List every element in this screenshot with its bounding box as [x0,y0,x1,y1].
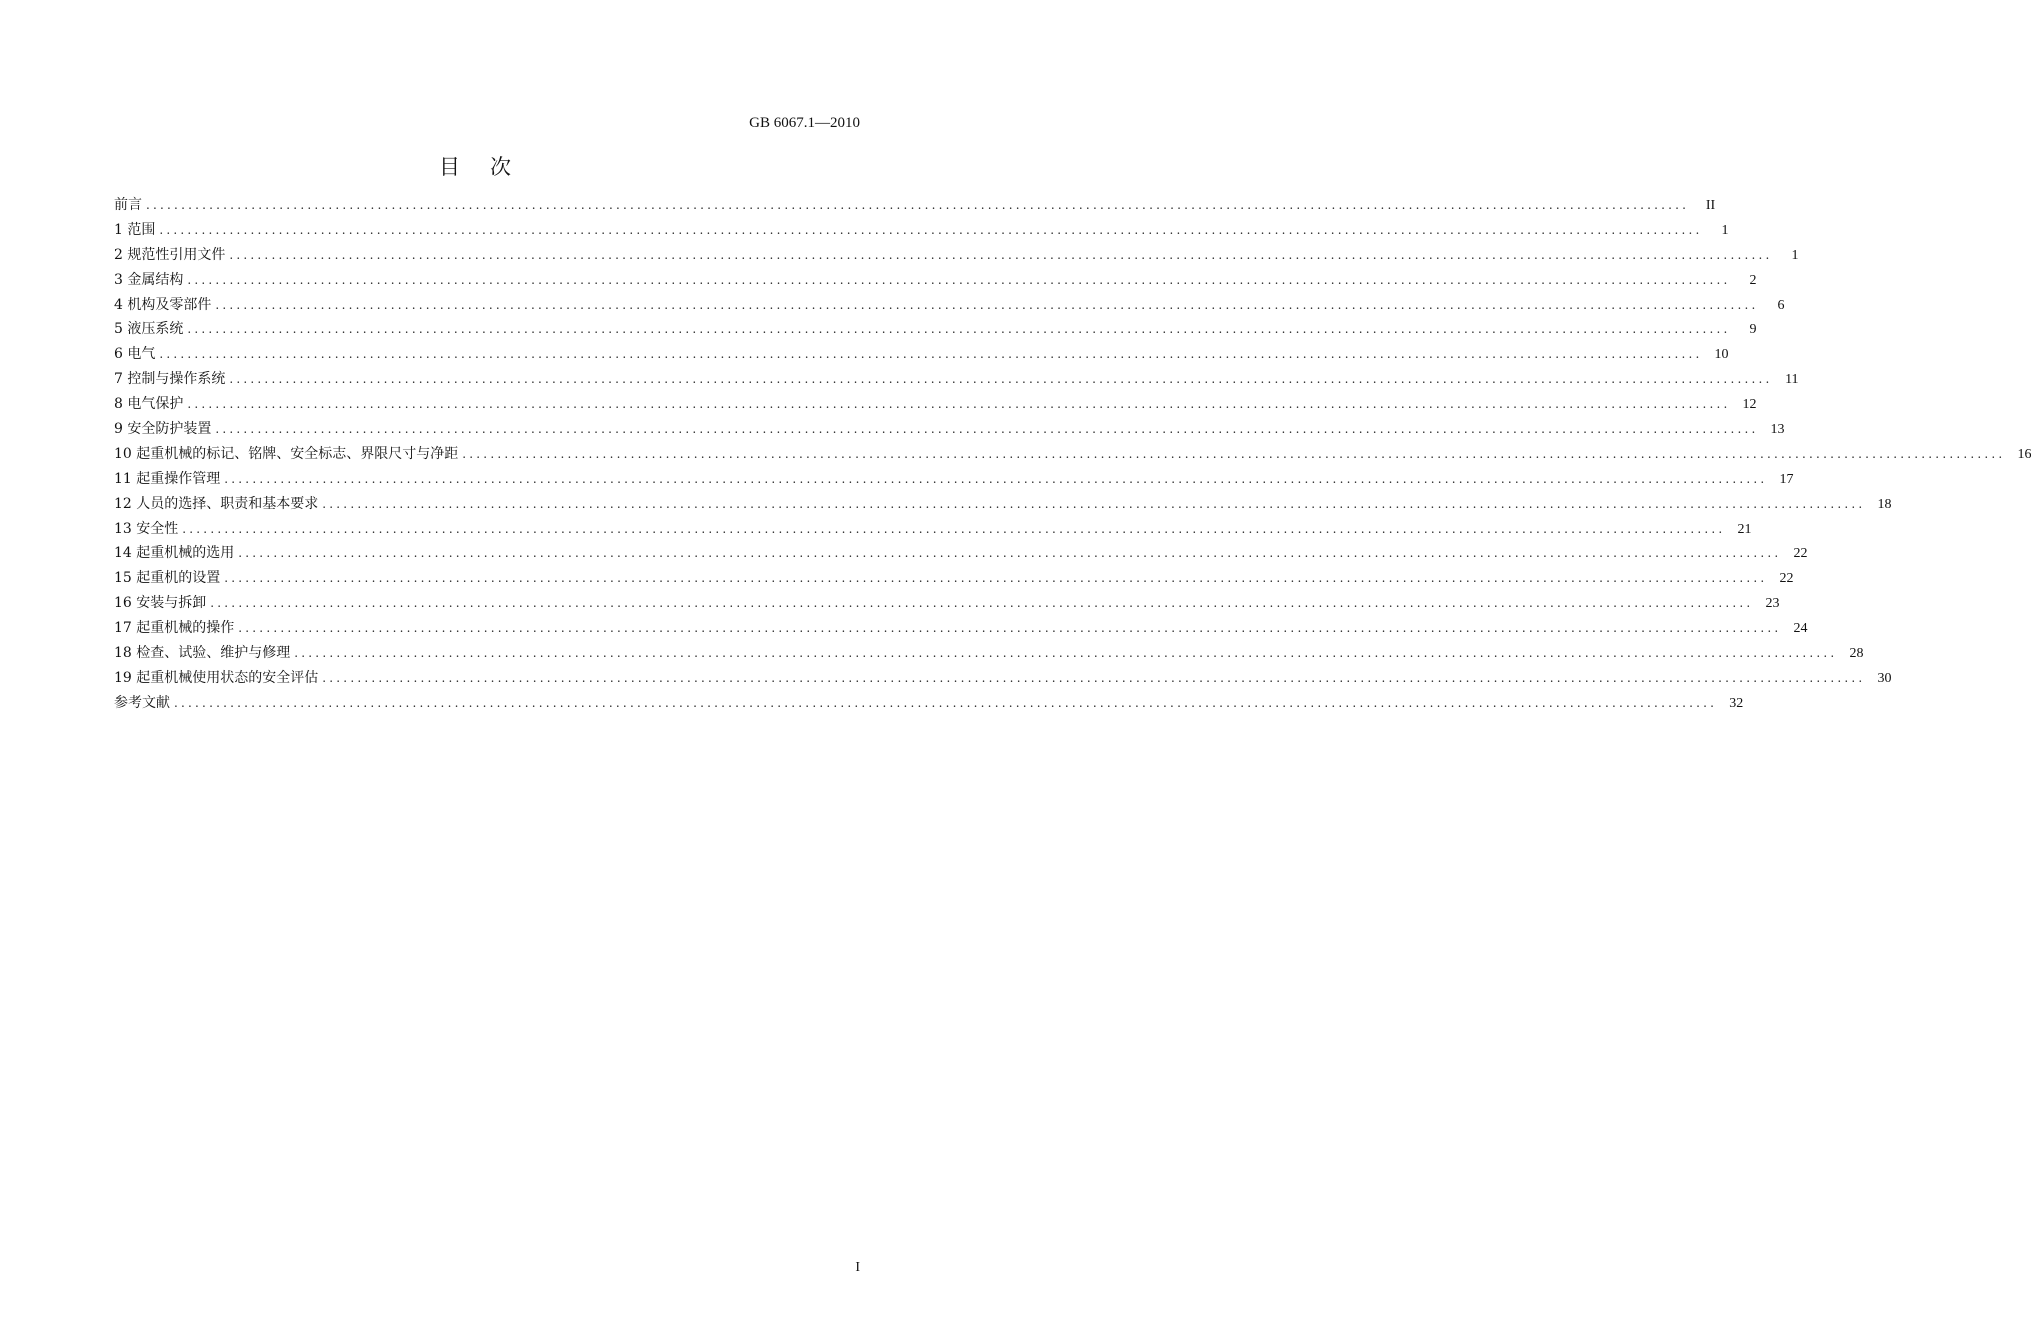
toc-entry-page: 17 [1779,471,1794,487]
toc-entry-label: 13 安全性 [114,520,179,537]
toc-entry-1[interactable] [114,218,1729,243]
toc-entry-9[interactable] [114,417,1785,442]
toc-leader-dots: ............................................................................................................................................................................................................................ [294,646,1838,661]
toc-entry-label: 1 范围 [114,221,156,238]
toc-entry-label: 9 安全防护装置 [114,421,212,438]
toc-entry-page: 9 [1749,322,1757,338]
toc-leader-dots: ............................................................................................................................................................................................................................ [159,347,1703,362]
toc-entry-label: 16 安装与拆卸 [114,595,207,612]
toc-leader-dots: ............................................................................................................................................................................................................................ [462,446,2006,461]
page-number: I [855,1260,860,1275]
toc-leader-dots: ............................................................................................................................................................................................................................ [322,670,1866,685]
toc-entry-label: 15 起重机的设置 [114,570,221,587]
toc-entry-label: 8 电气保护 [114,396,184,413]
toc-entry-13[interactable] [114,517,1752,542]
toc-leader-dots: ............................................................................................................................................................................................................................ [159,222,1703,237]
toc-entry-2[interactable] [114,243,1799,268]
toc-entry-page: 12 [1742,397,1757,413]
toc-leader-dots: ............................................................................................................................................................................................................................ [182,521,1726,536]
toc-entry-label: 14 起重机械的选用 [114,545,235,562]
toc-entry-page: 10 [1714,347,1729,363]
toc-entry-page: 11 [1785,372,1799,388]
toc-entry-7[interactable] [114,367,1799,392]
toc-entry-label: 18 检查、试验、维护与修理 [114,645,291,662]
toc-leader-dots: ............................................................................................................................................................................................................................ [187,322,1731,337]
toc-entry-page: 21 [1737,521,1752,537]
toc-entry-label: 7 控制与操作系统 [114,371,226,388]
standard-code: GB 6067.1—2010 [749,115,860,131]
toc-entry-11[interactable] [114,467,1794,492]
toc-entry-page: 2 [1749,272,1757,288]
toc-leader-dots: ............................................................................................................................................................................................................................ [215,422,1759,437]
toc-entry-label: 4 机构及零部件 [114,296,212,313]
toc-entry-label: 10 起重机械的标记、铭牌、安全标志、界限尺寸与净距 [114,445,459,462]
toc-entry-label: 参考文献 [114,694,170,711]
toc-leader-dots: ............................................................................................................................................................................................................................ [215,297,1759,312]
toc-leader-dots: ............................................................................................................................................................................................................................ [229,247,1773,262]
toc-leader-dots: ............................................................................................................................................................................................................................ [322,496,1866,511]
toc-entry-page: 23 [1765,596,1780,612]
toc-entry-4[interactable] [114,293,1785,318]
toc-title: 目次 [439,155,541,179]
toc-leader-dots: ............................................................................................................................................................................................................................ [187,272,1731,287]
toc-entry-label: 12 人员的选择、职责和基本要求 [114,495,319,512]
toc-entry-8[interactable] [114,392,1757,417]
toc-entry-12[interactable] [114,492,1892,517]
toc-entry-page: 1 [1721,222,1729,238]
table-of-contents [114,193,2031,716]
toc-entry-label: 3 金属结构 [114,271,184,288]
toc-leader-dots: ............................................................................................................................................................................................................................ [238,546,1782,561]
toc-entry-page: 18 [1877,496,1892,512]
toc-entry-page: II [1705,198,1716,213]
toc-entry-label: 6 电气 [114,346,156,363]
toc-entry-page: 16 [2017,446,2031,462]
toc-leader-dots: ............................................................................................................................................................................................................................ [224,571,1768,586]
toc-leader-dots: ............................................................................................................................................................................................................................ [187,397,1731,412]
toc-entry-18[interactable] [114,641,1864,666]
toc-leader-dots: ............................................................................................................................................................................................................................ [229,372,1773,387]
toc-entry-label: 11 起重操作管理 [114,470,221,487]
toc-entry-5[interactable] [114,317,1757,342]
toc-entry-3[interactable] [114,268,1757,293]
toc-entry-page: 6 [1777,297,1785,313]
toc-entry-foreword[interactable] [114,193,1716,218]
toc-entry-page: 32 [1729,695,1744,711]
toc-entry-label: 5 液压系统 [114,321,184,338]
toc-entry-6[interactable] [114,342,1729,367]
toc-entry-page: 22 [1793,546,1808,562]
toc-entry-label: 17 起重机械的操作 [114,620,235,637]
toc-entry-19[interactable] [114,666,1892,691]
toc-entry-page: 22 [1779,571,1794,587]
toc-leader-dots: ............................................................................................................................................................................................................................ [174,695,1718,710]
toc-entry-15[interactable] [114,566,1794,591]
toc-leader-dots: ............................................................................................................................................................................................................................ [146,198,1690,212]
toc-entry-10[interactable] [114,442,2031,467]
toc-leader-dots: ............................................................................................................................................................................................................................ [238,621,1782,636]
toc-entry-label: 2 规范性引用文件 [114,246,226,263]
toc-leader-dots: ............................................................................................................................................................................................................................ [224,471,1768,486]
toc-entry-14[interactable] [114,541,1808,566]
toc-entry-17[interactable] [114,616,1808,641]
toc-entry-page: 24 [1793,621,1808,637]
toc-entry-16[interactable] [114,591,1780,616]
toc-leader-dots: ............................................................................................................................................................................................................................ [210,596,1754,611]
toc-entry-label: 前言 [114,197,142,213]
toc-entry-references[interactable] [114,691,1744,716]
toc-entry-page: 30 [1877,670,1892,686]
toc-entry-page: 1 [1791,247,1799,263]
toc-entry-label: 19 起重机械使用状态的安全评估 [114,669,319,686]
toc-entry-page: 28 [1849,646,1864,662]
toc-entry-page: 13 [1770,422,1785,438]
